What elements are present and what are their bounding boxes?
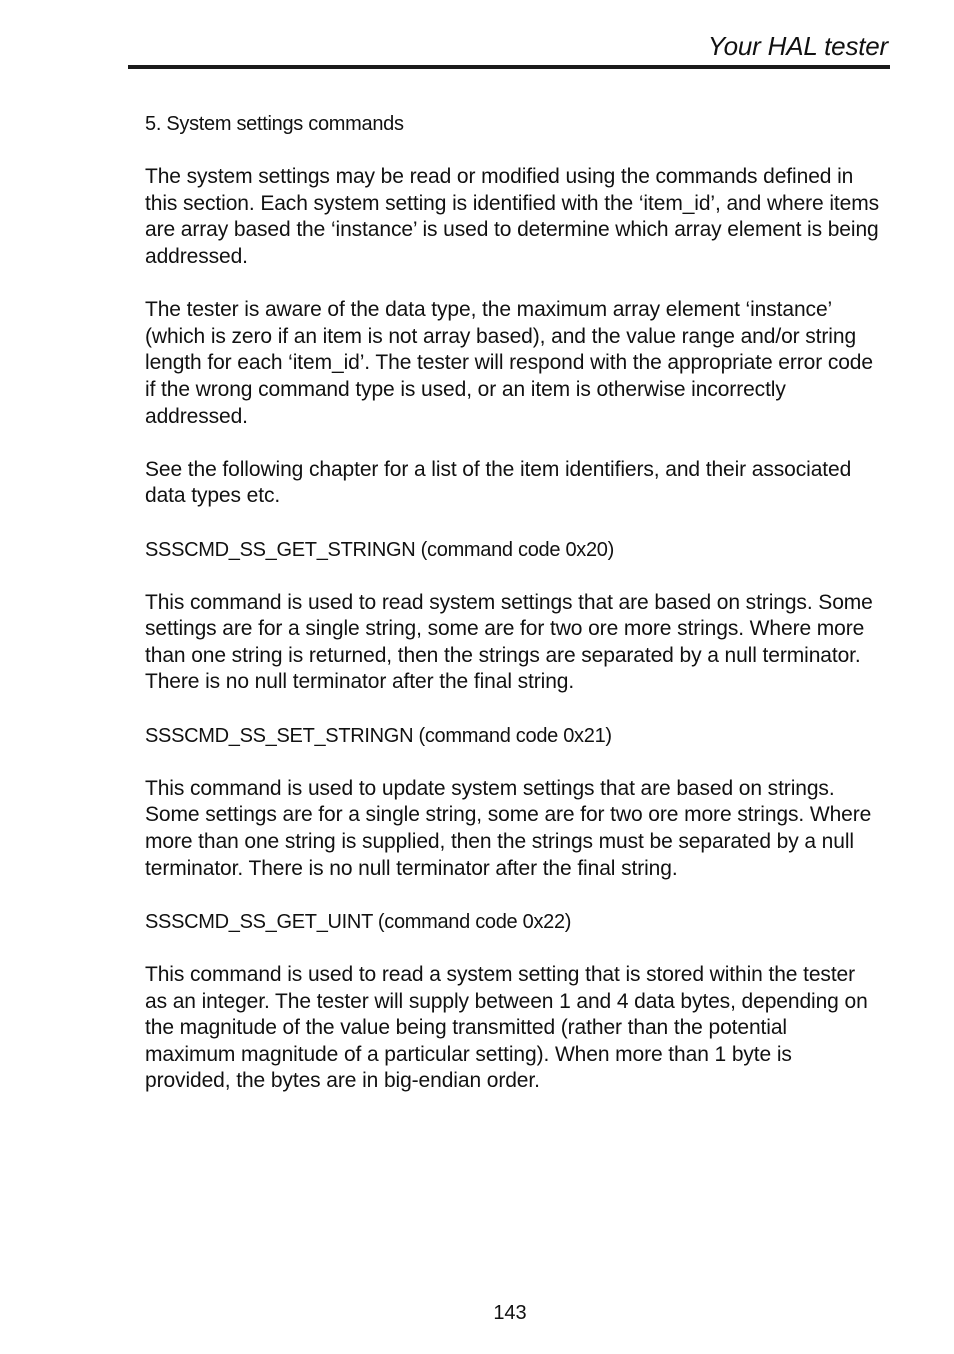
command-description: This command is used to read system settings that are based on strings. Some settings are for a single string, some are for two ore more strings. Where more than one string is returned, then the strings are separated by a null terminator. There is no null terminator after the final string.: [145, 590, 873, 694]
page-content: [145, 111, 880, 1122]
page-number: 143: [493, 1302, 527, 1324]
header-rule: [128, 65, 890, 69]
command-heading: SSSCMD_SS_SET_STRINGN (command code 0x21): [145, 724, 612, 747]
command-heading: SSSCMD_SS_GET_STRINGN (command code 0x20): [145, 538, 614, 561]
section-paragraph: The tester is aware of the data type, the maximum array element ‘instance’ (which is zero if an item is not array based), and the value range and/or string length for each ‘item_id’. The tester will respond with the appropriate error code if the wrong command type is used, or an item is otherwise incorrectly addressed.: [145, 298, 873, 428]
section-paragraph: See the following chapter for a list of the item identifiers, and their associated data types etc.: [145, 457, 852, 508]
section-paragraph: The system settings may be read or modified using the commands defined in this section. Each system setting is identified with the ‘item_id’, and where items are array based the ‘instance’ is used to determine which array element is being addressed.: [145, 165, 880, 268]
command-description: This command is used to update system settings that are based on strings. Some settings are for a single string, some are for two ore more strings. Where more than one string is supplied, then the strings must be separated by a null terminator. There is no null terminator after the final string.: [145, 776, 872, 880]
command-description: This command is used to read a system setting that is stored within the tester as an integer. The tester will supply between 1 and 4 data bytes, depending on the magnitude of the value being transmitted (rather than the potential maximum magnitude of a particular setting). When more than 1 byte is provided, the bytes are in big-endian order.: [145, 963, 868, 1093]
section-heading: 5. System settings commands: [145, 113, 404, 135]
command-heading: SSSCMD_SS_GET_UINT (command code 0x22): [145, 910, 572, 933]
running-header-title: Your HAL tester: [707, 31, 888, 61]
